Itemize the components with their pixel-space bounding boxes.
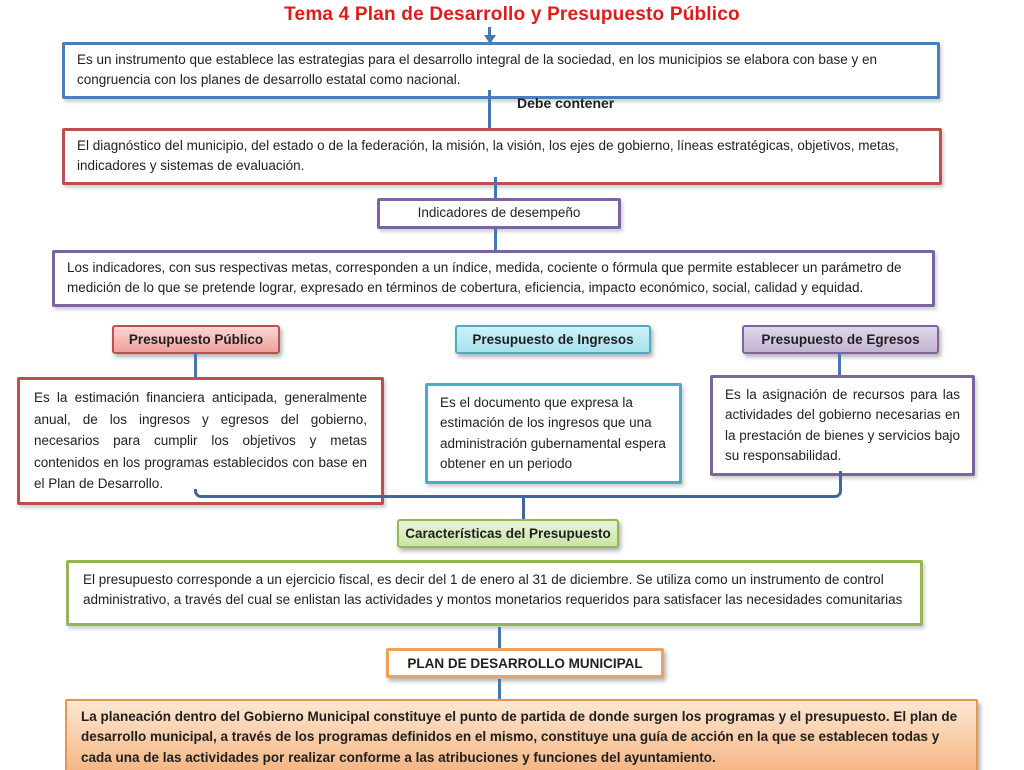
indicadores-desc-box: Los indicadores, con sus respectivas metas, corresponden a un índice, medida, cociente o fórmula que permite establecer un parámetro de medición de lo que se pretende lograr, expresado en términos de cobertura, eficiencia, impacto económico, social, calidad y equidad. [52,250,935,307]
plan-municipal-header: PLAN DE DESARROLLO MUNICIPAL [386,648,664,678]
indicadores-label-box: Indicadores de desempeño [377,198,621,229]
connector-intro-diagnostico [488,90,491,128]
presupuesto-egresos-header: Presupuesto de Egresos [742,325,939,354]
connector-diagnostico-indicadores [494,177,497,198]
connector-bracket-left [194,489,524,498]
connector-bracket-drop [522,498,525,519]
debe-contener-label: Debe contener [517,95,615,111]
connector-caracteristicas-plan [498,627,501,648]
caracteristicas-header: Características del Presupuesto [397,519,619,548]
diagram-title: Tema 4 Plan de Desarrollo y Presupuesto Público [284,4,740,25]
connector-egresos-stub [838,354,841,375]
presupuesto-publico-header: Presupuesto Público [112,325,280,354]
presupuesto-ingresos-header: Presupuesto de Ingresos [455,325,651,354]
connector-plan-desc [498,679,501,699]
caracteristicas-desc-box: El presupuesto corresponde a un ejercicio fiscal, es decir del 1 de enero al 31 de diciembre. Se utiliza como un instrumento de control administrativo, a través del cual se enlistan las actividades y montos monetarios requeridos para satisfacer las necesidades comunitarias [66,560,923,626]
presupuesto-publico-desc-box: Es la estimación financiera anticipada, generalmente anual, de los ingresos y egresos del gobierno, necesarios para cumplir los objetivos y metas contenidos en los programas establecidos con base en el Plan de Desarrollo. [17,377,384,505]
connector-bracket-right [524,471,842,498]
connector-publico-stub [194,354,197,377]
intro-box: Es un instrumento que establece las estrategias para el desarrollo integral de la sociedad, en los municipios se elabora con base y en congruencia con los planes de desarrollo estatal como nacional. [62,42,940,99]
presupuesto-egresos-desc-box: Es la asignación de recursos para las actividades del gobierno necesarias en la prestación de bienes y servicios bajo su responsabilidad. [710,375,975,476]
connector-indicadores-desc [494,229,497,250]
plan-desc-box: La planeación dentro del Gobierno Municipal constituye el punto de partida de donde surgen los programas y el presupuesto. El plan de desarrollo municipal, a través de los programas definidos en el mismo, constituye una guía de acción en la que se establecen todas y cada una de las actividades por realizar conforme a las atribuciones y funciones del ayuntamiento. [65,699,978,770]
diagnostico-box: El diagnóstico del municipio, del estado o de la federación, la misión, la visión, los ejes de gobierno, líneas estratégicas, objetivos, metas, indicadores y sistemas de evaluación. [62,128,942,185]
presupuesto-ingresos-desc-box: Es el documento que expresa la estimación de los ingresos que una administración gubernamental espera obtener en un periodo [425,383,682,484]
